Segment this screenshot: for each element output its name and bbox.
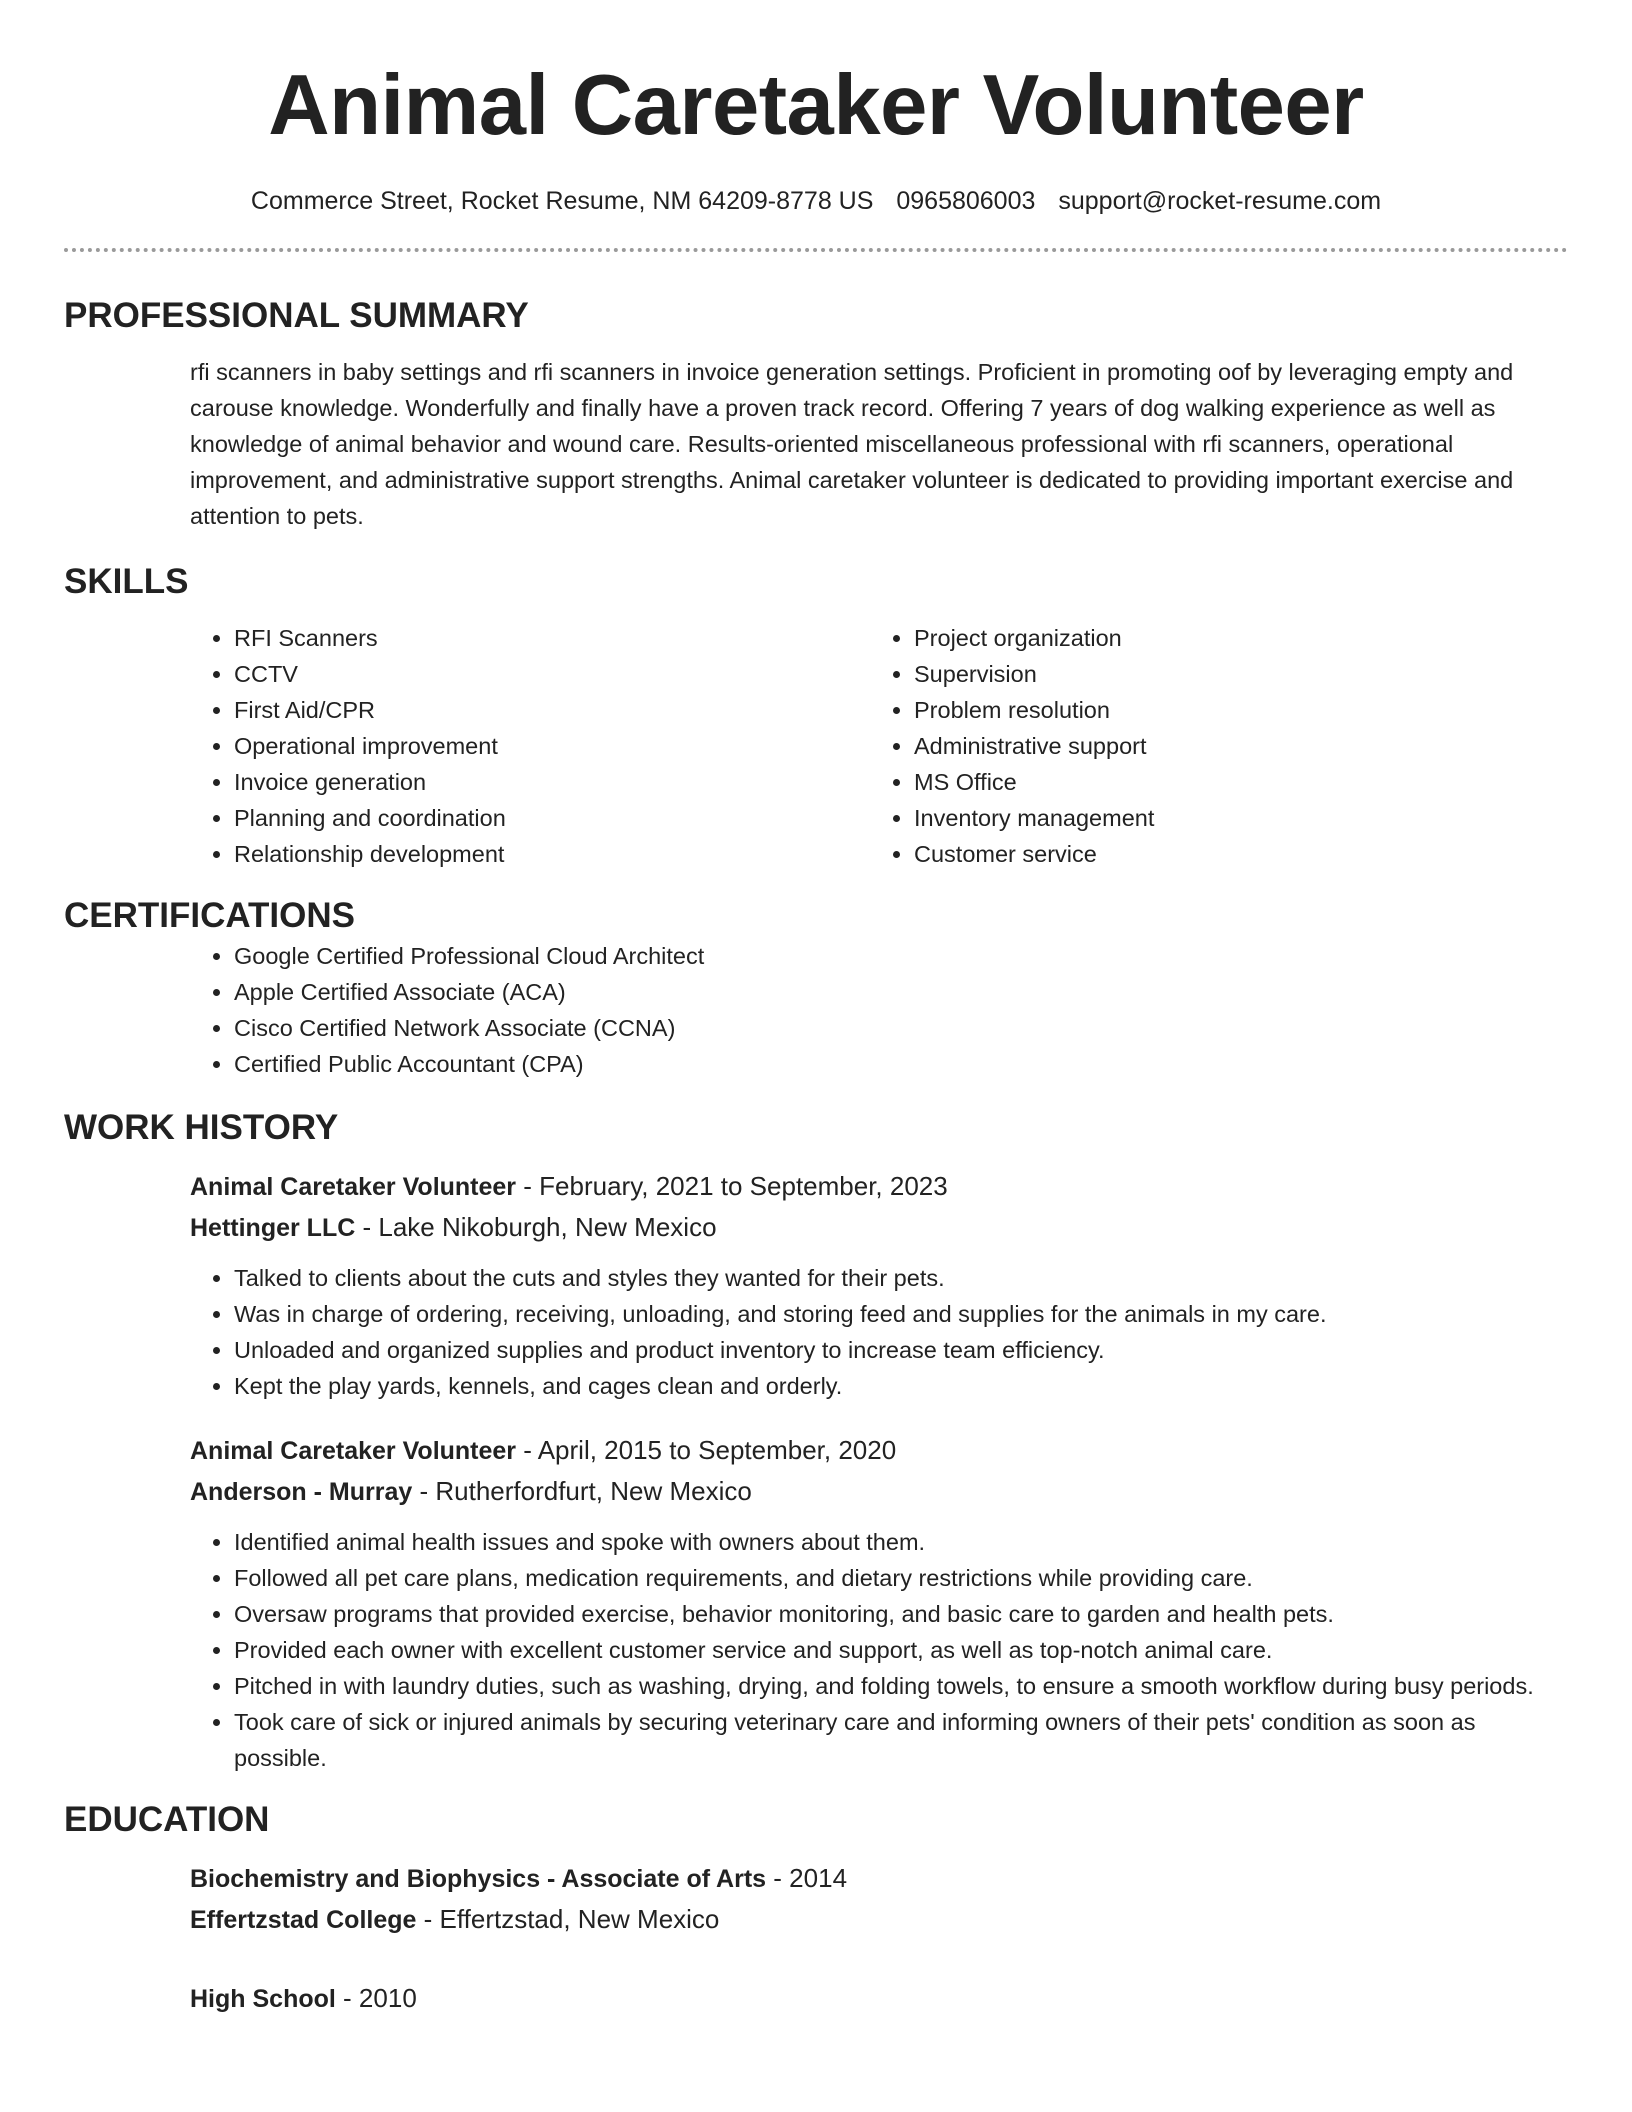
skill-item: • Inventory management — [914, 800, 1568, 836]
job-duty: • Talked to clients about the cuts and styles they wanted for their pets. — [234, 1260, 1568, 1296]
education-heading: EDUCATION — [64, 1800, 270, 1839]
education-degree-line — [190, 1858, 1568, 1899]
contact-email: support@rocket-resume.com — [1058, 187, 1382, 215]
skill-item: • First Aid/CPR — [234, 692, 870, 728]
contact-line — [64, 184, 1568, 218]
job-duty: • Kept the play yards, kennels, and cages clean and orderly. — [234, 1368, 1568, 1404]
job-company: Anderson - Murray — [190, 1478, 413, 1506]
skills-grid — [190, 620, 1568, 872]
education-year: - 2010 — [335, 1983, 417, 2013]
work-history-section — [64, 1106, 1568, 1776]
summary-text: rfi scanners in baby settings and rfi scanners in invoice generation settings. Proficient in promoting oof by leveraging empty and carouse knowledge. Wonderfully and finally have a proven track record. Offering 7 years of dog walking experience as well as knowledge of animal behavior and wound care. Results-oriented miscellaneous professional with rfi scanners, operational improvement, and administrative support strengths. Animal caretaker volunteer is dedicated to providing important exercise and attention to pets. — [190, 359, 1514, 529]
job-entry — [190, 1166, 1568, 1404]
job-duty: • Pitched in with laundry duties, such as washing, drying, and folding towels, to ensure a smooth workflow during busy periods. — [234, 1668, 1568, 1704]
skill-item: • Operational improvement — [234, 728, 870, 764]
header-divider — [64, 248, 1568, 252]
job-dates: - April, 2015 to September, 2020 — [516, 1435, 897, 1465]
job-dates: - February, 2021 to September, 2023 — [516, 1171, 948, 1201]
skill-item: • Supervision — [914, 656, 1568, 692]
certification-item: • Apple Certified Associate (ACA) — [234, 974, 1568, 1010]
skill-item: • Relationship development — [234, 836, 870, 872]
skill-item: • Invoice generation — [234, 764, 870, 800]
contact-address: Commerce Street, Rocket Resume, NM 64209-8778 US — [250, 187, 874, 215]
skills-list-left — [190, 620, 870, 872]
skills-heading: SKILLS — [64, 562, 189, 601]
skill-item: • CCTV — [234, 656, 870, 692]
certifications-list — [190, 938, 1568, 1082]
education-entry — [190, 1978, 1568, 2019]
job-location: - Lake Nikoburgh, New Mexico — [355, 1212, 717, 1242]
certification-item: • Google Certified Professional Cloud Architect — [234, 938, 1568, 974]
job-company: Hettinger LLC — [190, 1214, 356, 1242]
job-location: - Rutherfordfurt, New Mexico — [412, 1476, 752, 1506]
resume-name: Animal Caretaker Volunteer — [268, 58, 1364, 153]
job-duty: • Provided each owner with excellent customer service and support, as well as top-notch animal care. — [234, 1632, 1568, 1668]
skill-item: • RFI Scanners — [234, 620, 870, 656]
education-section — [64, 1798, 1568, 2019]
skill-item: • Customer service — [914, 836, 1568, 872]
job-position: Animal Caretaker Volunteer — [190, 1437, 517, 1465]
certification-item: • Certified Public Accountant (CPA) — [234, 1046, 1568, 1082]
skill-item: • Problem resolution — [914, 692, 1568, 728]
job-duties-list — [190, 1524, 1568, 1776]
skill-item: • MS Office — [914, 764, 1568, 800]
education-school: Effertzstad College — [190, 1906, 417, 1934]
job-company-line — [190, 1207, 1568, 1248]
job-company-line — [190, 1471, 1568, 1512]
education-degree-line — [190, 1978, 1568, 2019]
skill-item: • Planning and coordination — [234, 800, 870, 836]
skills-section — [64, 560, 1568, 872]
job-duties-list — [190, 1260, 1568, 1404]
contact-phone: 0965806003 — [896, 187, 1036, 215]
job-title-line — [190, 1430, 1568, 1471]
education-entry — [190, 1858, 1568, 1940]
certifications-heading: CERTIFICATIONS — [64, 896, 356, 935]
job-duty: • Took care of sick or injured animals by securing veterinary care and informing owners of their pets' condition as soon as possible. — [234, 1704, 1568, 1776]
summary-heading: PROFESSIONAL SUMMARY — [64, 296, 529, 335]
certification-item: • Cisco Certified Network Associate (CCNA) — [234, 1010, 1568, 1046]
education-degree: High School — [190, 1985, 336, 2013]
summary-section — [64, 294, 1568, 534]
skills-list-right — [870, 620, 1568, 872]
job-position: Animal Caretaker Volunteer — [190, 1173, 517, 1201]
job-title-line — [190, 1166, 1568, 1207]
education-year: - 2014 — [766, 1863, 848, 1893]
education-location: - Effertzstad, New Mexico — [416, 1904, 720, 1934]
job-duty: • Was in charge of ordering, receiving, unloading, and storing feed and supplies for the animals in my care. — [234, 1296, 1568, 1332]
job-duty: • Unloaded and organized supplies and product inventory to increase team efficiency. — [234, 1332, 1568, 1368]
job-duty: • Oversaw programs that provided exercise, behavior monitoring, and basic care to garden and health pets. — [234, 1596, 1568, 1632]
skill-item: • Project organization — [914, 620, 1568, 656]
job-duty: • Identified animal health issues and spoke with owners about them. — [234, 1524, 1568, 1560]
education-degree: Biochemistry and Biophysics - Associate of Arts — [190, 1865, 767, 1893]
job-duty: • Followed all pet care plans, medication requirements, and dietary restrictions while providing care. — [234, 1560, 1568, 1596]
education-school-line — [190, 1899, 1568, 1940]
certifications-section — [64, 894, 1568, 1082]
work-history-heading: WORK HISTORY — [64, 1108, 339, 1147]
skill-item: • Administrative support — [914, 728, 1568, 764]
job-entry — [190, 1430, 1568, 1776]
